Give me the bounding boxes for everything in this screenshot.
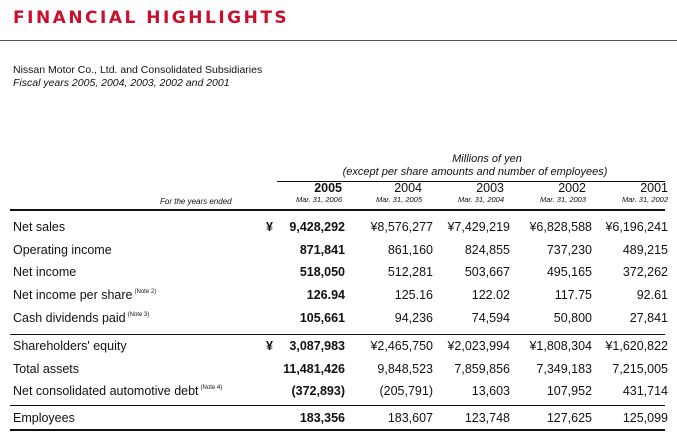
row-label: Net consolidated automotive debt $^{(Note 4)}$: [13, 384, 223, 398]
units-label: Millions of yen: [452, 153, 522, 165]
footnote-ref: (Note 4): [200, 385, 223, 391]
cell-2004: ¥8,576,277: [370, 220, 433, 234]
cell-2005: 9,428,292: [289, 220, 345, 234]
cell-2002: 127,625: [546, 411, 592, 425]
column-date: Mar. 31, 2006: [296, 195, 342, 204]
footnote-ref: (Note 2): [134, 289, 157, 295]
yen-symbol: ¥: [266, 339, 273, 353]
row-label: Net income per share $^{(Note 2)}$: [13, 288, 157, 302]
cell-2004: 183,607: [387, 411, 433, 425]
row-label: Total assets: [13, 362, 80, 376]
company-name: Nissan Motor Co., Ltd. and Consolidated Subsidiaries: [13, 64, 263, 76]
yen-symbol: ¥: [266, 220, 273, 234]
cell-2005: 871,841: [299, 243, 345, 257]
column-header-2004: [350, 182, 422, 205]
cell-2001: 431,714: [622, 384, 668, 398]
cell-2001: ¥1,620,822: [605, 339, 668, 353]
cell-2004: (205,791): [379, 384, 433, 398]
cell-2003: 824,855: [464, 243, 510, 257]
row-label: Net sales: [13, 220, 66, 234]
row-label: Operating income: [13, 243, 112, 257]
cell-2002: ¥1,808,304: [529, 339, 592, 353]
cell-2003: 74,594: [471, 311, 510, 325]
cell-2001: 372,262: [622, 265, 668, 279]
column-year: 2004: [394, 181, 422, 195]
header-bottom-rule: [10, 209, 665, 211]
column-date: Mar. 31, 2005: [376, 195, 422, 204]
cell-2004: 94,236: [394, 311, 433, 325]
column-header-2003: [432, 182, 504, 205]
cell-2001: ¥6,196,241: [605, 220, 668, 234]
cell-2002: 50,800: [553, 311, 592, 325]
column-year: 2003: [476, 181, 504, 195]
column-header-2005: [270, 182, 342, 205]
cell-2003: 122.02: [471, 288, 510, 302]
column-date: Mar. 31, 2003: [540, 195, 586, 204]
cell-2002: 495,165: [546, 265, 592, 279]
cell-2003: 13,603: [471, 384, 510, 398]
cell-2003: 123,748: [464, 411, 510, 425]
row-label: Cash dividends paid $^{(Note 3)}$: [13, 311, 150, 325]
column-date: Mar. 31, 2004: [458, 195, 504, 204]
cell-2001: 27,841: [629, 311, 668, 325]
cell-2002: ¥6,828,588: [529, 220, 592, 234]
units-sublabel: (except per share amounts and number of employees): [342, 166, 608, 178]
cell-2002: 107,952: [546, 384, 592, 398]
cell-2003: ¥7,429,219: [447, 220, 510, 234]
cell-2004: ¥2,465,750: [370, 339, 433, 353]
cell-2001: 125,099: [622, 411, 668, 425]
column-year: 2001: [640, 181, 668, 195]
cell-2005: (372,893): [291, 384, 345, 398]
cell-2005: 11,481,426: [283, 362, 345, 376]
cell-2001: 92.61: [636, 288, 668, 302]
row-label: Employees: [13, 411, 75, 425]
cell-2005: 3,087,983: [289, 339, 345, 353]
cell-2005: 105,661: [299, 311, 345, 325]
cell-2001: 7,215,005: [612, 362, 668, 376]
cell-2002: 117.75: [554, 288, 592, 302]
cell-2005: 183,356: [299, 411, 345, 425]
section-rule: [10, 405, 665, 406]
column-header-2001: [596, 182, 668, 205]
cell-2002: 7,349,183: [536, 362, 592, 376]
section-rule: [10, 334, 665, 335]
column-year: 2005: [314, 181, 342, 195]
column-date: Mar. 31, 2002: [622, 195, 668, 204]
title-rule: [0, 40, 677, 41]
footnote-ref: (Note 3): [127, 312, 150, 318]
cell-2003: 503,667: [464, 265, 510, 279]
column-year: 2002: [558, 181, 586, 195]
cell-2004: 9,848,523: [377, 362, 433, 376]
cell-2004: 861,160: [387, 243, 433, 257]
cell-2002: 737,230: [546, 243, 592, 257]
row-label: Shareholders' equity: [13, 339, 127, 353]
cell-2003: 7,859,856: [454, 362, 510, 376]
column-header-2002: [514, 182, 586, 205]
cell-2005: 518,050: [299, 265, 345, 279]
row-label: Net income: [13, 265, 77, 279]
fiscal-years: Fiscal years 2005, 2004, 2003, 2002 and 2001: [13, 77, 230, 89]
page-title: FINANCIAL HIGHLIGHTS: [13, 8, 290, 28]
cell-2001: 489,215: [622, 243, 668, 257]
cell-2003: ¥2,023,994: [447, 339, 510, 353]
cell-2004: 125.16: [394, 288, 433, 302]
table-bottom-rule: [10, 429, 665, 431]
label-column-header: For the years ended: [160, 197, 232, 206]
cell-2004: 512,281: [387, 265, 433, 279]
cell-2005: 126.94: [306, 288, 345, 302]
